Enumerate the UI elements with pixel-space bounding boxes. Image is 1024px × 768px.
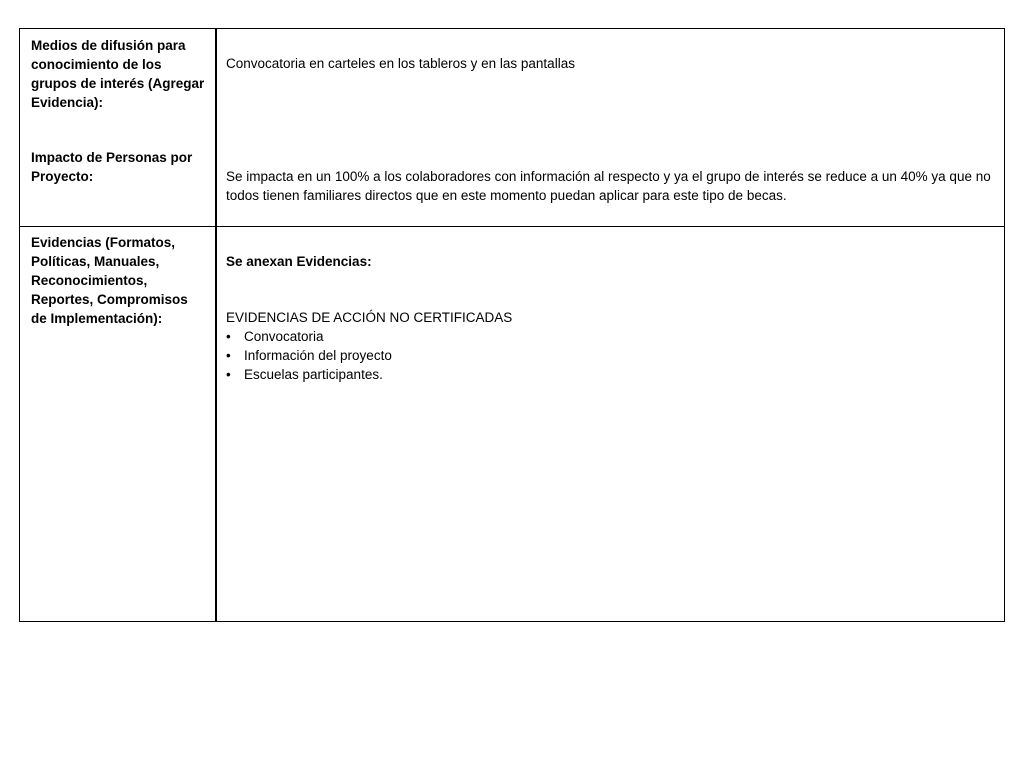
- evidencias-label: Evidencias (Formatos, Políticas, Manuales, Reconocimientos, Reportes, Compromisos de Implementación):: [31, 235, 188, 326]
- list-item: • Convocatoria: [226, 327, 996, 346]
- evidence-form-table: [19, 28, 1005, 622]
- evidencias-subheading: EVIDENCIAS DE ACCIÓN NO CERTIFICADAS: [226, 310, 513, 325]
- evidencias-content: [226, 252, 996, 384]
- evidencias-heading: Se anexan Evidencias:: [226, 254, 372, 269]
- impacto-label: Impacto de Personas por Proyecto:: [31, 150, 193, 184]
- medios-value: Convocatoria en carteles en los tableros y en las pantallas: [226, 56, 575, 71]
- table-row-medios-impacto: [20, 29, 1004, 227]
- list-item: • Información del proyecto: [226, 346, 996, 365]
- medios-label: Medios de difusión para conocimiento de los grupos de interés (Agregar Evidencia):: [31, 38, 205, 110]
- impacto-value: Se impacta en un 100% a los colaboradores con información al respecto y ya el grupo de interés se reduce a un 40% ya que no todos tienen familiares directos que en este momento puedan aplicar para este tipo de becas.: [226, 169, 991, 203]
- table-row-evidencias: [20, 227, 1004, 621]
- evidencias-list: [226, 327, 996, 384]
- list-item: • Escuelas participantes.: [226, 365, 996, 384]
